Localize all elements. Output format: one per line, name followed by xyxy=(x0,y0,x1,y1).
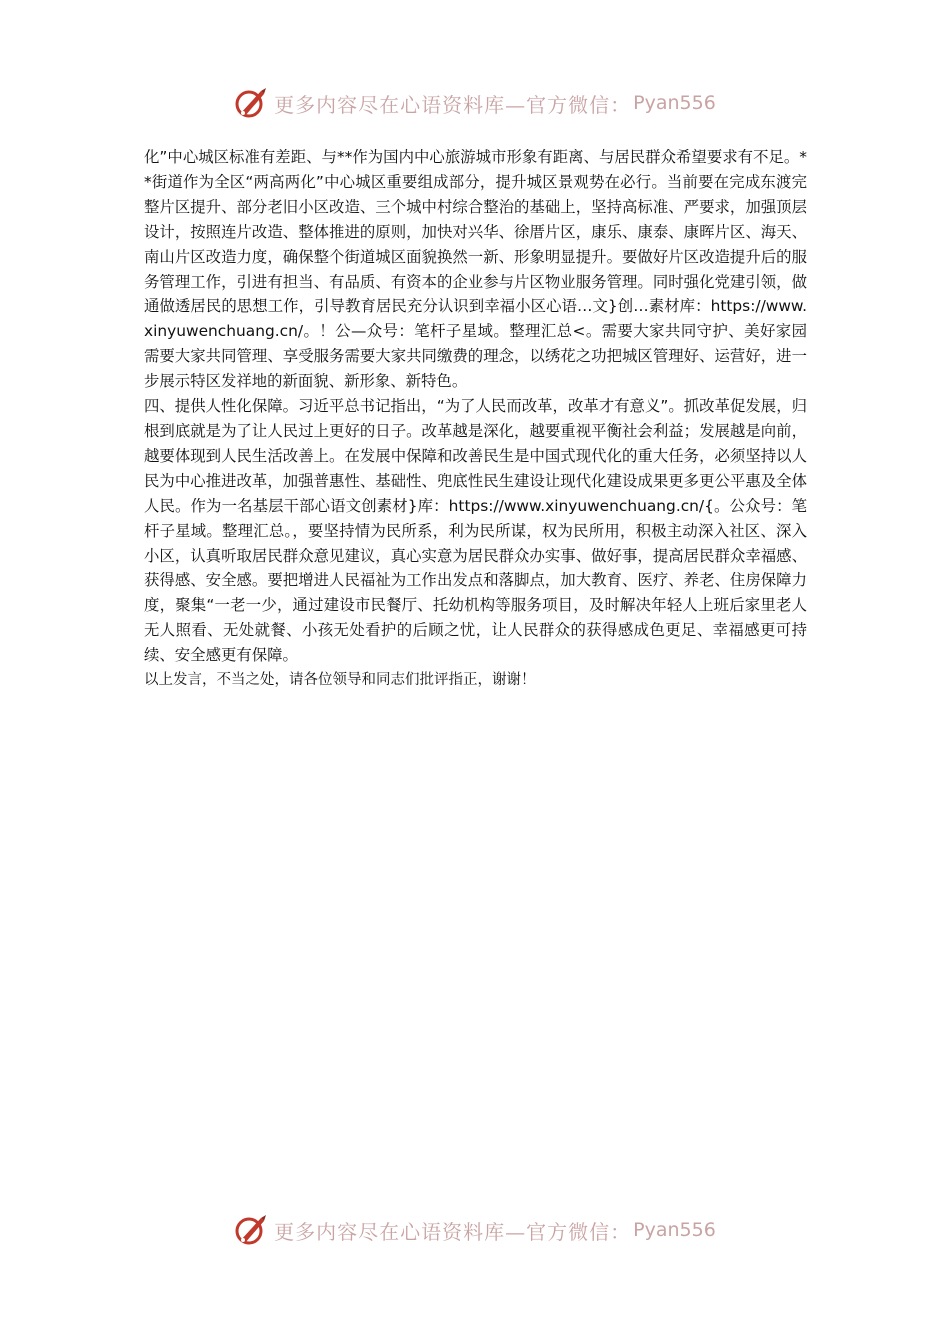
closing-remark: 以上发言，不当之处，请各位领导和同志们批评指正，谢谢！ xyxy=(144,672,536,689)
footer-banner xyxy=(0,1210,950,1250)
header-banner-code: Pyan556 xyxy=(633,92,716,114)
document-body xyxy=(144,145,807,693)
header-banner-text: 更多内容尽在心语资料库—官方微信： xyxy=(274,92,632,117)
footer-banner-code: Pyan556 xyxy=(633,1219,716,1241)
quill-pen-logo-icon xyxy=(234,1213,268,1247)
header-banner xyxy=(0,83,950,123)
paragraph-2: 四、提供人性化保障。习近平总书记指出，“为了人民而改革，改革才有意义”。抓改革促发展，归根到底就是为了让人民过上更好的日子。改革越是深化，越要重视平衡社会利益；发展越是向前，越要体现到人民生活改善上。在发展中保障和改善民生是中国式现代化的重大任务，必须坚持以人民为中心推进改革，加强普惠性、基础性、兜底性民生建设让现代化建设成果更多更公平惠及全体人民。作为一名基层干部心语文创素材}库：https://www.xinyuwenchuang.cn/{。公众号：笔杆子星域。整理汇总。，要坚持情为民所系，利为民所谋，权为民所用，积极主动深入社区、深入小区，认真听取居民群众意见建议，真心实意为居民群众办实事、做好事，提高居民群众幸福感、获得感、安全感。要把增进人民福祉为工作出发点和落脚点，加大教育、医疗、养老、住房保障力度，聚集“一老一少，通过建设市民餐厅、托幼机构等服务项目，及时解决年轻人上班后家里老人无人照看、无处就餐、小孩无处看护的后顾之忧，让人民群众的获得感成色更足、幸福感更可持续、安全感更有保障。 xyxy=(144,397,807,665)
footer-banner-text: 更多内容尽在心语资料库—官方微信： xyxy=(274,1219,632,1244)
paragraph-1: 化”中心城区标准有差距、与**作为国内中心旅游城市形象有距离、与居民群众希望要求有不足。**街道作为全区“两高两化”中心城区重要组成部分，提升城区景观势在必行。当前要在完成东渡完整片区提升、部分老旧小区改造、三个城中村综合整治的基础上，坚持高标准、严要求，加强顶层设计，按照连片改造、整体推进的原则，加快对兴华、徐厝片区，康乐、康泰、康晖片区、海天、南山片区改造力度，确保整个街道城区面貌换然一新、形象明显提升。要做好片区改造提升后的服务管理工作，引进有担当、有品质、有资本的企业参与片区物业服务管理。同时强化党建引领，做通做透居民的思想工作，引导教育居民充分认识到幸福小区心语…文}创…素材库：https://www.xinyuwenchuang.cn/。！公—众号：笔杆子星域。整理汇总<。需要大家共同守护、美好家园需要大家共同管理、享受服务需要大家共同缴费的理念，以绣花之功把城区管理好、运营好，进一步展示特区发祥地的新面貌、新形象、新特色。 xyxy=(144,148,807,391)
quill-pen-logo-icon xyxy=(234,86,268,120)
